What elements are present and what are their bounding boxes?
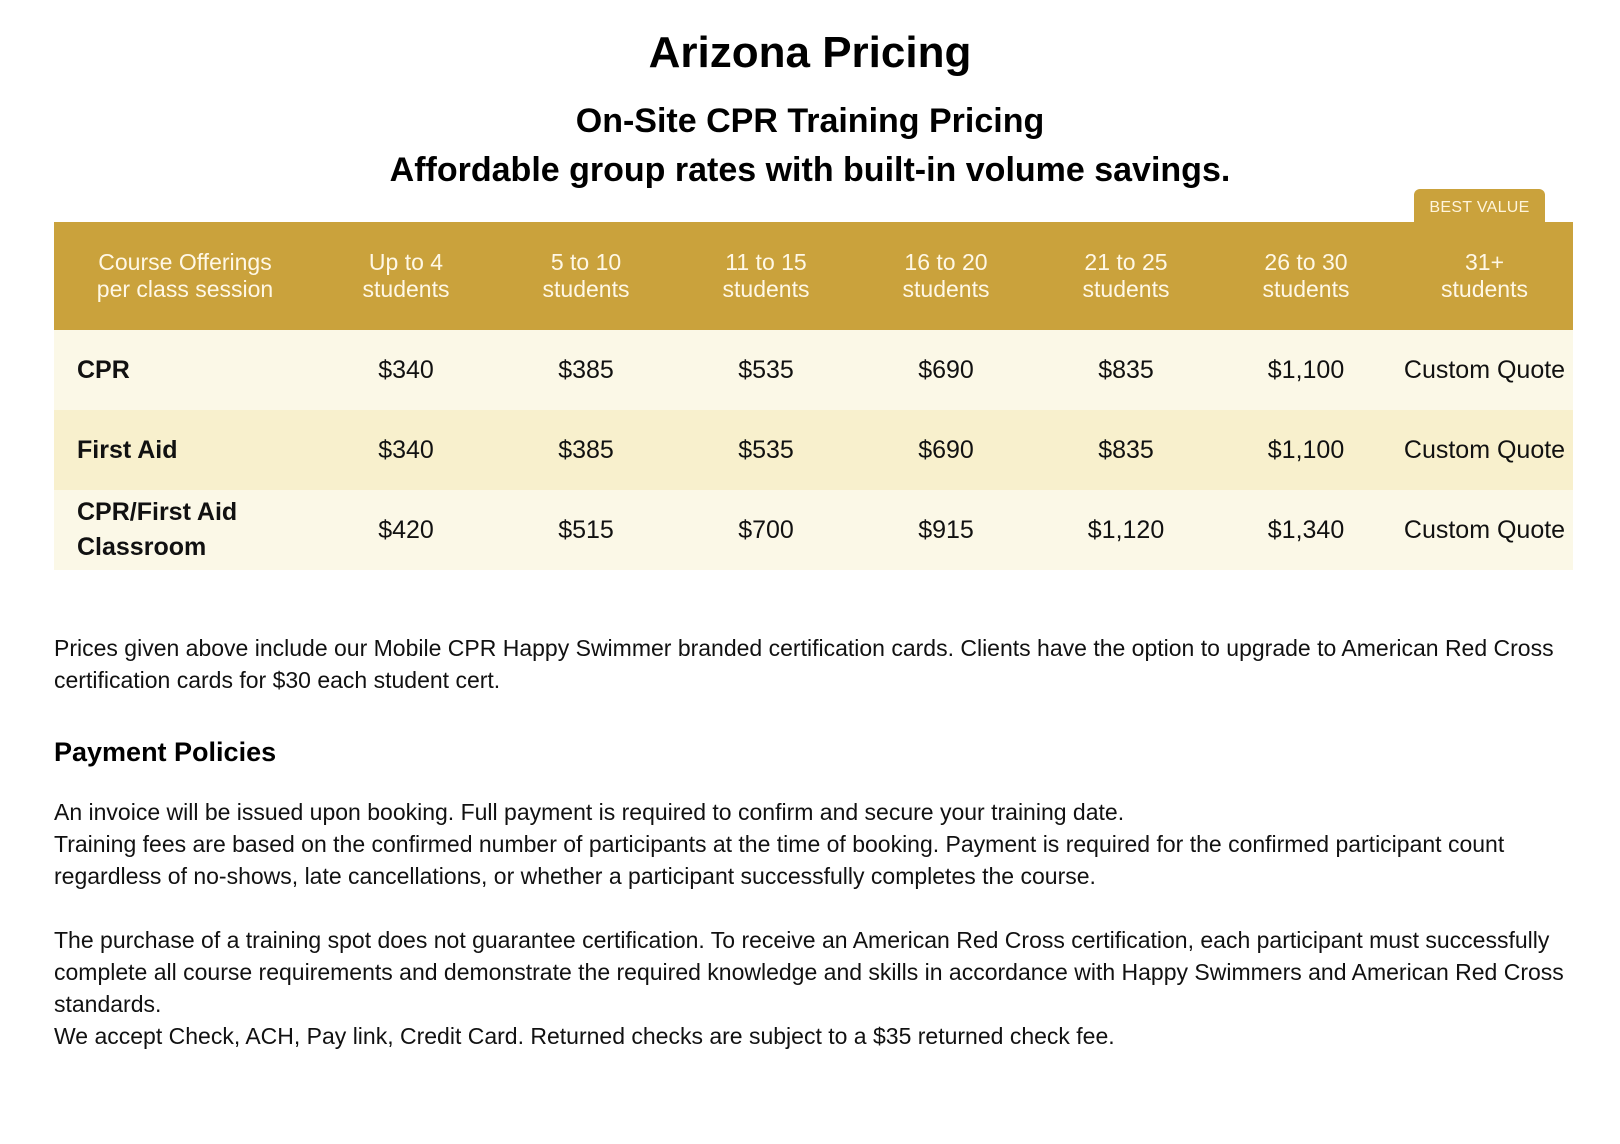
best-value-badge: BEST VALUE [1414,189,1545,225]
column-header-line: students [1082,276,1170,302]
price-cell: $340 [316,330,496,410]
column-header-up-to-4 [316,222,496,330]
column-header-line: 31+ [1464,249,1504,275]
column-header-line: students [362,276,450,302]
table-row-cpr [54,330,1573,410]
price-cell: $1,100 [1216,330,1396,410]
course-name: First Aid [54,410,316,490]
course-name-line: CPR/First Aid [77,498,238,526]
column-header-21-to-25 [1036,222,1216,330]
column-header-11-to-15 [676,222,856,330]
price-cell: $690 [856,410,1036,490]
price-cell: $420 [316,490,496,570]
course-name [54,490,316,570]
course-name: CPR [54,330,316,410]
paragraph-spacer [54,892,1584,924]
page-title: Arizona Pricing [648,28,972,77]
column-header-line: 21 to 25 [1084,249,1168,275]
table-row-first-aid [54,410,1573,490]
column-header-line: 16 to 20 [904,249,988,275]
column-header-line: students [902,276,990,302]
price-cell: $385 [496,330,676,410]
pricing-table [54,222,1573,570]
price-cell: Custom Quote [1396,330,1573,410]
table-header-row [54,222,1573,330]
price-cell: $535 [676,410,856,490]
column-header-line: students [542,276,630,302]
policy-paragraph: An invoice will be issued upon booking. Full payment is required to confirm and secure your training date. [54,799,1125,825]
column-header-31-plus [1396,222,1573,330]
column-header-line: students [722,276,810,302]
column-header-26-to-30 [1216,222,1396,330]
column-header-line: per class session [96,276,274,302]
price-cell: $1,100 [1216,410,1396,490]
table-row-cpr-first-aid-classroom [54,490,1573,570]
price-cell: Custom Quote [1396,410,1573,490]
column-header-line: Up to 4 [368,249,444,275]
column-header-5-to-10 [496,222,676,330]
column-header-line: students [1262,276,1350,302]
price-cell: $1,340 [1216,490,1396,570]
column-header-line: 11 to 15 [725,249,807,275]
price-cell: $385 [496,410,676,490]
price-cell: $835 [1036,330,1216,410]
column-header-line: 26 to 30 [1264,249,1348,275]
price-cell: $915 [856,490,1036,570]
policy-paragraph: We accept Check, ACH, Pay link, Credit Card. Returned checks are subject to a $35 returned check fee. [54,1023,1115,1049]
policy-paragraph: The purchase of a training spot does not guarantee certification. To receive an American Red Cross certification, each participant must successfully complete all course requirements and demonstrate the required knowledge and skills in accordance with Happy Swimmers and American Red Cross standards. [54,927,1564,1017]
column-header-course [54,222,316,330]
price-cell: $535 [676,330,856,410]
pricing-note: Prices given above include our Mobile CPR Happy Swimmer branded certification cards. Clients have the option to upgrade to American Red Cross certification cards for $30 each student cert. [54,635,1554,693]
course-name-line: Classroom [77,533,207,561]
price-cell: Custom Quote [1396,490,1573,570]
column-header-line: Course Offerings [98,249,272,275]
price-cell: $1,120 [1036,490,1216,570]
column-header-line: 5 to 10 [550,249,622,275]
price-cell: $700 [676,490,856,570]
payment-policies-heading: Payment Policies [54,737,277,767]
policy-paragraph: Training fees are based on the confirmed number of participants at the time of booking. Payment is required for the confirmed participant count regardless of no-shows, late cancellations, or whether a participant successfully completes the course. [54,831,1505,889]
page-subtitle: On-Site CPR Training Pricing [575,102,1045,140]
column-header-16-to-20 [856,222,1036,330]
column-header-line: students [1441,276,1528,302]
price-cell: $515 [496,490,676,570]
payment-policies-text [54,796,1584,1052]
page-tagline: Affordable group rates with built-in volume savings. [389,151,1231,189]
price-cell: $690 [856,330,1036,410]
price-cell: $835 [1036,410,1216,490]
price-cell: $340 [316,410,496,490]
